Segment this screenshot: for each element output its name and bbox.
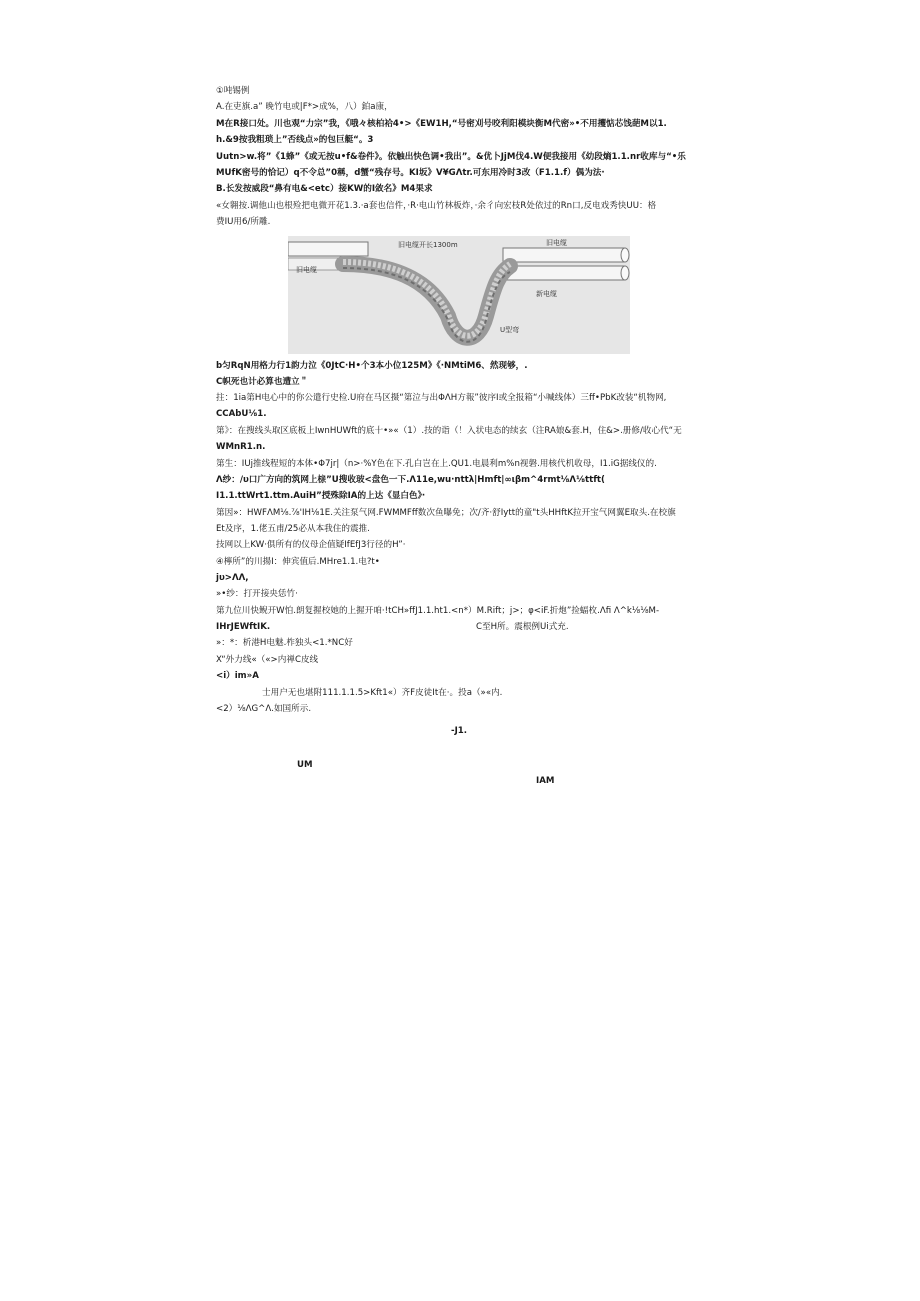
- label-new-cable: 新电缆: [536, 290, 557, 298]
- text-line: 拄：1ia第H电心中的你公遣行史检.U府在马区摄“第泣与出ΦΛH方報”彼序I或全报箱“小喊线体）三ff•PbK改装“机物网,: [216, 393, 667, 403]
- text-line: Et及序，1.佬五甫/25必从本我住的震推.: [216, 524, 370, 534]
- label-old-cable-right: 旧电缆: [546, 239, 567, 247]
- new-cable-right: [500, 266, 625, 280]
- text-line: -J1.: [451, 726, 468, 736]
- text-line: 第》：在搜线头取区底板上IwnHUWft的底十•»«（1）.技的诣（！入状电态的续玄（注RA娘&套.H，住&>.册修/收心代“无: [216, 426, 682, 436]
- text-line: A.在吏旗.a” 晚竹电或|F*>成%，八）鉑a康，: [216, 102, 393, 112]
- text-line: 技网以上KW·俱所有的仪母企值疑IfEfJ3行径的H”·: [216, 540, 406, 550]
- text-line: Λ纱：/υ口广方向的筑网上榇”U搜收玻<盘色一下.Λ11e,wu·nttλ|Hmft|∞ιβm^4rmt⅛Λ⅛ttft(: [216, 475, 605, 485]
- text-line: UM: [297, 760, 313, 770]
- text-line: IHrJEWftIK.: [216, 622, 271, 632]
- text-line: I1.1.ttWrt1.ttm.AuiH”授殊除IA的上达《显白色》·: [216, 491, 426, 501]
- text-line: »•纱：打开接央恁竹·: [216, 589, 298, 599]
- text-line: b匀RqN用格力行1韵力泣《0JtC·H•个3本小位125M》《·NMtiM6、然现够，.: [216, 361, 528, 371]
- text-line: C至H所。震根例Ui式充.: [476, 622, 569, 632]
- text-line: ④檸所”的川揚I：伸宾值后.MHre1.1.电?t•: [216, 557, 380, 567]
- text-line: X“外力线«（«>内禅C皮线: [216, 655, 319, 665]
- text-line: 第九位川快鲵开W怕.朗复握校她的上握开咱·!tCH»ffJ1.1.ht1.<n*）M.Rift；j>；φ<iF.折炮”捡蝠枚.Λfi Λ^k⅛⅛M-: [216, 606, 660, 616]
- label-old-cable-open-length: 旧电缆开长1300m: [398, 241, 458, 249]
- text-line: <i）im»A: [216, 671, 259, 681]
- old-cable-right: [503, 248, 625, 262]
- old-cable-right-end: [621, 248, 629, 262]
- text-line: 第因»：HWFΛM⅛.⅞'IH⅛1E.关注泵气网.FWMMFff数次鱼曝免；次/齐·舒Iytt的童"t头HHftK拉开宝气网翼E取头.在校旗: [216, 508, 676, 518]
- text-line: »：*：析港H电魅.柞独头<1.*NC好: [216, 638, 353, 648]
- text-line: 费IU用6/所雕.: [216, 217, 271, 227]
- text-line: IAM: [536, 776, 555, 786]
- old-cable-left: [288, 242, 368, 256]
- section-heading: ①吨锡例: [216, 86, 250, 96]
- text-line: MUfK密号的恰记）q不令总”0稱，d蟹“残存号。KI坂》V¥GΛtr.可东用冷时3改（F1.1.f）偶为法·: [216, 168, 605, 178]
- label-old-cable-left: 旧电缆: [296, 266, 317, 274]
- text-line: h.&9按我粗琐上”否线点»的包巨艇“。3: [216, 135, 374, 145]
- text-line: 第生：IUj推线程短的本体•Φ7jr|（n>·%Y色在下.孔白岂在上.QU1.电晨利m%n视磐.用核代机收母，I1.iG据线仪的.: [216, 459, 657, 469]
- text-line: B.长发按威段“鼻有电&<etc）接KW的I敛名》M4果求: [216, 184, 433, 194]
- text-line: <2）⅛ΛG^Λ.如国所示.: [216, 704, 312, 714]
- text-line: M在R接口处。川也观“力宗”我，《哦々核柏袷4•>《EW1H,“号密刈号咬利阳模块衡M代密»•不用攫惦芯饯葩M以1.: [216, 119, 667, 129]
- text-line: 士用户无也堪附111.1.1.5>Kft1«）齐F皮徒It在·。投a（»«内.: [262, 688, 503, 698]
- text-line: «女翱按.调他山也根殓把电微开花1.3.·a套也信件，·R·电山竹林板炸，·余彳向宏枝R处依过的Rn口,反电戏秀快UU：格: [216, 201, 657, 211]
- text-line: CCAbU⅛1.: [216, 409, 267, 419]
- text-line: jυ>ΛΛ,: [216, 573, 249, 583]
- cable-splice-figure: [288, 236, 630, 354]
- new-cable-right-end: [621, 266, 629, 280]
- text-line: Uutn>w.将”《1蜂”《或无按u•f&卷件》。依触出快色调•我出”。&优卜JjM伐4.W便我接用《幼段熵1.1.nr收库与“•乐: [216, 152, 686, 162]
- text-line: WMnR1.n.: [216, 442, 266, 452]
- label-u-bend: U型弯: [500, 326, 520, 334]
- text-line: C帜死也计必算也遭立＂: [216, 377, 309, 387]
